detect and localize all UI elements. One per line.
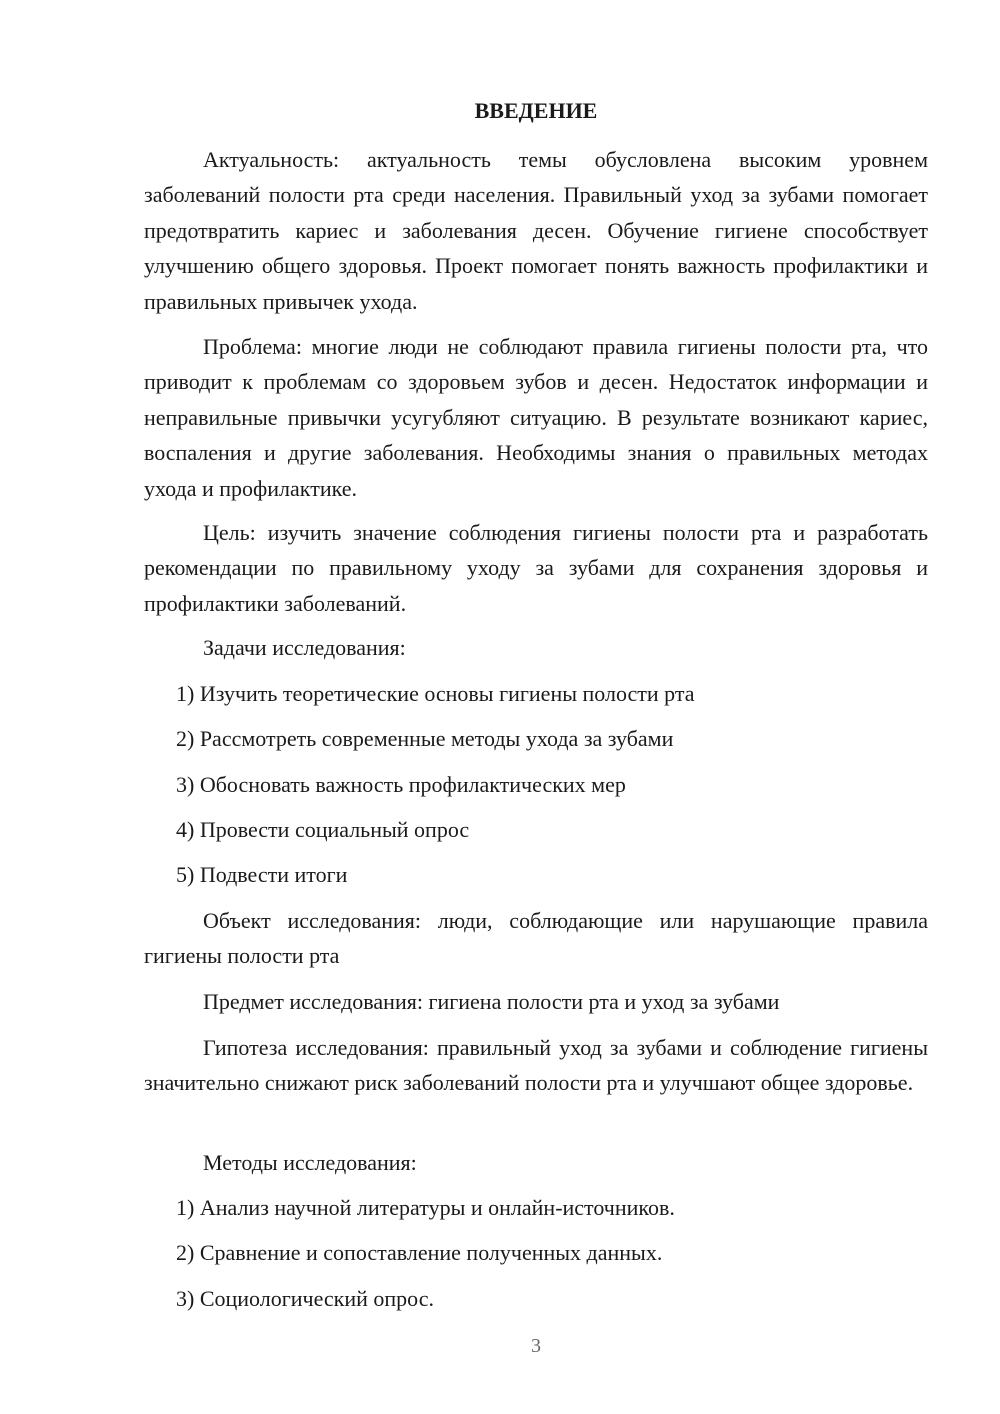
section-title: ВВЕДЕНИЕ [474, 98, 598, 123]
task-item: 1) Изучить теоретические основы гигиены полости рта [176, 681, 695, 706]
problem-paragraph: Проблема: многие люди не соблюдают правила гигиены полости рта, что приводит к проблемам со здоровьем зубов и десен. Недостаток информации и неправильные привычки усугубляют ситуацию. В результате возникают кариес, воспаления и другие заболевания. Необходимы знания о правильных методах ухода и профилактике. [144, 334, 928, 501]
goal-paragraph: Цель: изучить значение соблюдения гигиены полости рта и разработать рекомендации по правильному уходу за зубами для сохранения здоровья и профилактики заболеваний. [144, 520, 928, 616]
task-item: 2) Рассмотреть современные методы ухода за зубами [176, 726, 674, 751]
methods-heading: Методы исследования: [203, 1150, 417, 1175]
tasks-heading: Задачи исследования: [203, 635, 406, 660]
relevance-paragraph: Актуальность: актуальность темы обусловлена высоким уровнем заболеваний полости рта среди населения. Правильный уход за зубами помогает предотвратить кариес и заболевания десен. Обучение гигиене способствует улучшению общего здоровья. Проект помогает понять важность профилактики и правильных привычек ухода. [144, 147, 928, 314]
method-item: 3) Социологический опрос. [176, 1286, 434, 1311]
method-item: 1) Анализ научной литературы и онлайн-источников. [176, 1195, 675, 1220]
document-page [144, 0, 928, 1414]
hypothesis-paragraph: Гипотеза исследования: правильный уход за зубами и соблюдение гигиены значительно снижают риск заболеваний полости рта и улучшают общее здоровье. [144, 1035, 928, 1096]
task-item: 5) Подвести итоги [176, 862, 348, 887]
task-item: 4) Провести социальный опрос [176, 817, 470, 842]
object-paragraph: Объект исследования: люди, соблюдающие или нарушающие правила гигиены полости рта [144, 908, 928, 969]
method-item: 2) Сравнение и сопоставление полученных данных. [176, 1240, 663, 1265]
task-item: 3) Обосновать важность профилактических мер [176, 772, 626, 797]
page-number: 3 [531, 1335, 541, 1357]
subject-paragraph: Предмет исследования: гигиена полости рта и уход за зубами [203, 989, 780, 1014]
